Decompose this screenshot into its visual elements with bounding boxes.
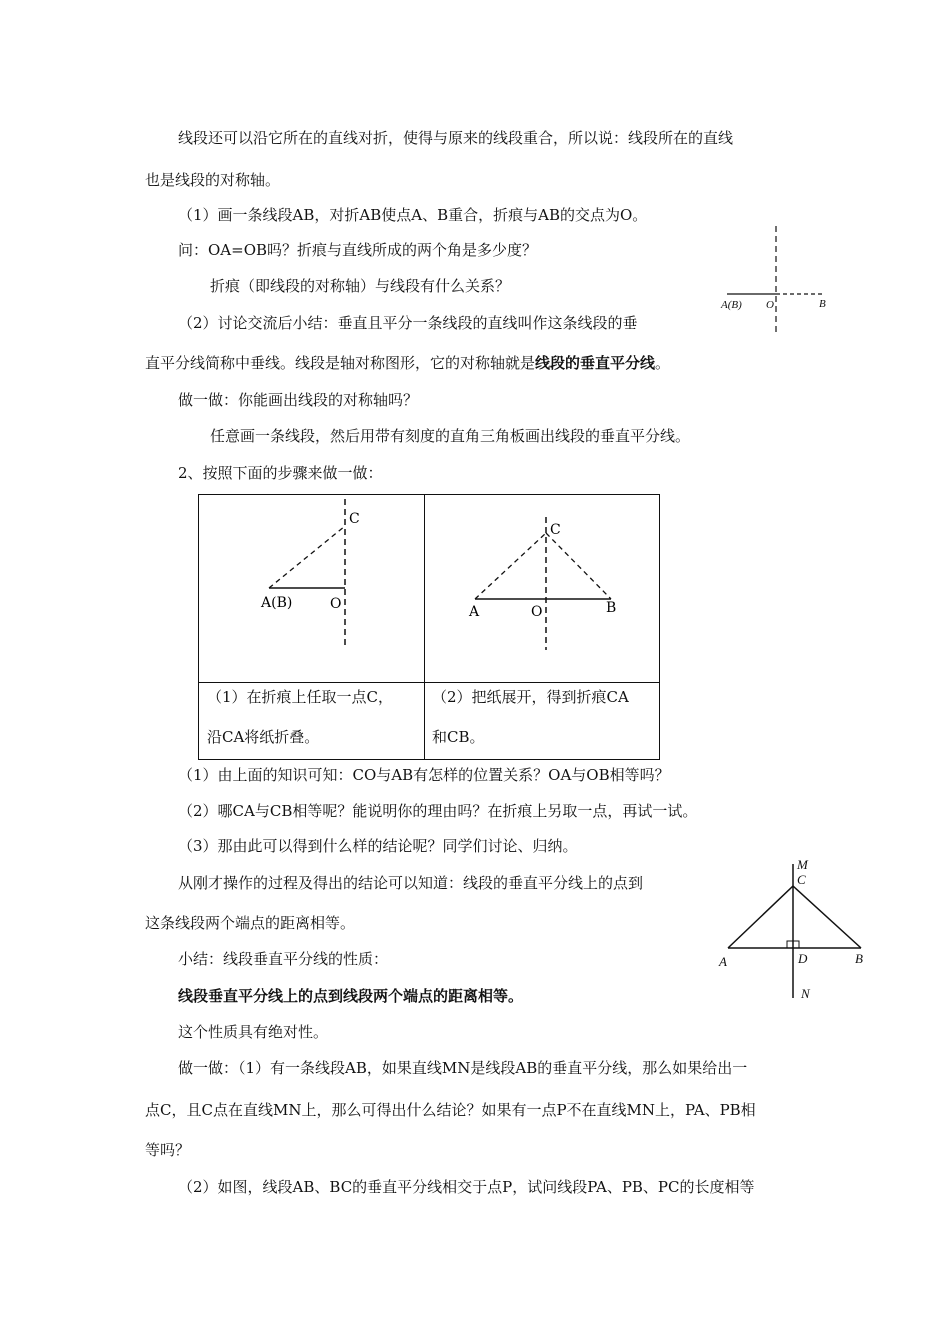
step1-caption-1: （1）在折痕上任取一点C， [207, 688, 394, 706]
bisector-figure [712, 854, 872, 1004]
step2-crease-ca [475, 533, 546, 599]
para-question: 问：OA=OB吗？折痕与直线所成的两个角是多少度？ [178, 241, 538, 259]
fold-figure [715, 222, 840, 342]
para-steps-heading: 2、按照下面的步骤来做一做： [178, 464, 383, 482]
para-relation: 折痕（即线段的对称轴）与线段有什么关系？ [210, 277, 511, 295]
para-intro-2: 也是线段的对称轴。 [145, 171, 281, 189]
fold-label-b: B [819, 298, 826, 310]
exercise-1-line-1: 做一做：（1）有一条线段AB，如果直线MN是线段AB的垂直平分线，那么如果给出一 [178, 1059, 748, 1077]
label-c: C [797, 872, 806, 887]
label-b: B [855, 951, 863, 966]
step1-figure [199, 495, 424, 682]
fold-label-o: O [766, 299, 774, 311]
para-try: 做一做：你能画出线段的对称轴吗？ [178, 391, 419, 409]
para-draw: 任意画一条线段，然后用带有刻度的直角三角板画出线段的垂直平分线。 [210, 427, 691, 445]
exercise-1-line-3: 等吗？ [145, 1141, 191, 1159]
summary-text: 直平分线简称中垂线。线段是轴对称图形，它的对称轴就是 [145, 354, 536, 372]
label-a: A [719, 954, 727, 969]
bisector-line-cb [793, 886, 861, 948]
question-3: （3）那由此可以得到什么样的结论呢？同学们讨论、归纳。 [178, 837, 578, 855]
step2-caption-2: 和CB。 [432, 728, 485, 746]
summary-heading: 小结：线段垂直平分线的性质： [178, 950, 389, 968]
exercise-2: （2）如图，线段AB、BC的垂直平分线相交于点P，试问线段PA、PB、PC的长度相等 [178, 1178, 755, 1196]
bisector-line-ca [728, 886, 793, 948]
label-m: M [797, 857, 808, 872]
step2-label-a: A [469, 604, 480, 620]
property-statement: 线段垂直平分线上的点到线段两个端点的距离相等。 [178, 987, 524, 1005]
table-horizontal-divider [199, 682, 659, 683]
summary-end: 。 [655, 354, 671, 372]
step2-crease-cb [546, 533, 611, 599]
step2-label-b: B [606, 600, 617, 616]
step2-figure [425, 495, 659, 682]
para-summary-1: （2）讨论交流后小结：垂直且平分一条线段的直线叫作这条线段的垂 [178, 314, 638, 332]
step2-label-o: O [531, 604, 543, 620]
summary-bold-term: 线段的垂直平分线 [535, 354, 656, 372]
para-step-1: （1）画一条线段AB，对折AB使点A、B重合，折痕与AB的交点为O。 [178, 206, 648, 224]
label-d: D [798, 951, 808, 966]
step2-label-c: C [550, 522, 561, 538]
step1-fold-line [269, 526, 345, 588]
step2-caption-1: （2）把纸展开，得到折痕CA [432, 688, 629, 706]
step1-label-o: O [330, 596, 342, 612]
label-n: N [801, 986, 810, 1001]
step1-caption-2: 沿CA将纸折叠。 [207, 728, 320, 746]
step1-label-ab: A(B) [261, 595, 293, 611]
conclusion-1: 从刚才操作的过程及得出的结论可以知道：线段的垂直平分线上的点到 [178, 874, 644, 892]
conclusion-2: 这条线段两个端点的距离相等。 [145, 914, 356, 932]
para-summary-2 [145, 353, 670, 373]
para-intro-1: 线段还可以沿它所在的直线对折，使得与原来的线段重合，所以说：线段所在的直线 [178, 129, 734, 147]
steps-table [198, 494, 660, 760]
step1-label-c: C [349, 511, 360, 527]
property-note: 这个性质具有绝对性。 [178, 1023, 329, 1041]
exercise-1-line-2: 点C，且C点在直线MN上，那么可得出什么结论？如果有一点P不在直线MN上，PA、PB相 [145, 1101, 756, 1119]
fold-label-ab: A(B) [721, 299, 742, 311]
question-1: （1）由上面的知识可知：CO与AB有怎样的位置关系？OA与OB相等吗？ [178, 766, 670, 784]
question-2: （2）哪CA与CB相等呢？能说明你的理由吗？在折痕上另取一点，再试一试。 [178, 802, 698, 820]
